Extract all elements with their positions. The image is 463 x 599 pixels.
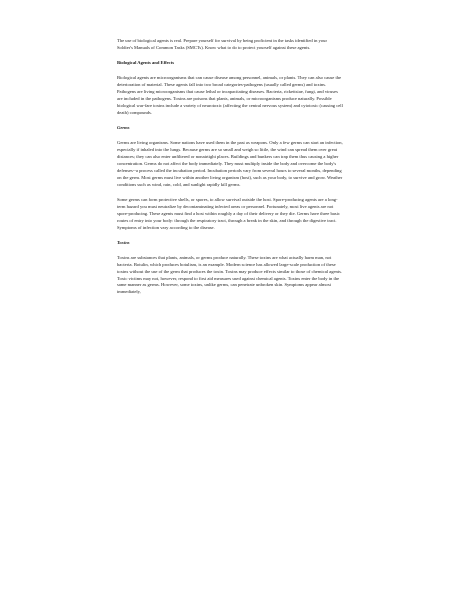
section-heading-toxins: Toxins: [117, 239, 130, 245]
toxins-paragraph: Toxins are substances that plants, animals, or germs produce naturally. These toxins are what actually harm man, not bacteria. Botulin, which produces botulism, is an example. Modern science has allowed large-scale production of these toxins without the use of the germ that produces the toxin. Toxins may produce effects similar to those of chemical agents. Toxic victims may not, however, respond to first aid measures used against chemical agents. Toxins enter the body in the same manner as germs. However, some toxins, unlike germs, can penetrate unbroken skin. Symptoms appear almost immediately,: [117, 254, 343, 295]
document-body: [117, 38, 343, 305]
section-heading-biological-agents: Biological Agents and Effects: [117, 60, 175, 66]
biological-agents-paragraph: Biological agents are microorganisms that can cause disease among personnel, animals, or plants. They can also cause the deterioration of material. These agents fall into two broad categories-pathogens (usually called germs) and toxins. Pathogens are living microorganisms that cause lethal or incapacitating diseases. Bacteria, rickettsiae, fungi, and viruses are included in the pathogens. Toxins are poisons that plants, animals, or microorganisms produce naturally. Possible biological war-fare toxins include a variety of neurotoxic (affecting the central nervous system) and cytotoxic (causing cell death) compounds.: [117, 75, 343, 115]
section-heading-germs: Germs: [117, 125, 130, 131]
germs-paragraph-2: Some germs can form protective shells, or spores, to allow survival outside the host. Spore-producing agents are a long-term hazard you must neutralize by decontaminating infected areas or personnel. Fortunately, most live agents are not spore-producing. These agents must find a host within roughly a day of their delivery or they die. Germs have three basic routes of entry into your body: through the respiratory tract, through a break in the skin, and through the digestive tract. Symptoms of infection vary according to the disease.: [117, 196, 340, 230]
intro-paragraph: The use of biological agents is real. Prepare yourself for survival by being proficient in the tasks identified in your Soldier's Manuals of Common Tasks (SMCTs). Know what to do to protect yourself against these agents.: [117, 38, 327, 50]
germs-paragraph-1: Germs are living organisms. Some nations have used them in the past as weapons. Only a few germs can start an infection, especially if inhaled into the lungs. Because germs are so small and weigh so little, the wind can spread them over great distances; they can also enter unfiltered or nonairtight places. Buildings and bunkers can trap them thus causing a higher concentration. Germs do not affect the body immediately. They must multiply inside the body and overcome the body's defenses--a process called the incubation period. Incubation periods vary from several hours to several months, depending on the germ. Most germs must live within another living organism (host), such as your body, to survive and grow. Weather conditions such as wind, rain, cold, and sunlight rapidly kill germs.: [117, 140, 343, 187]
